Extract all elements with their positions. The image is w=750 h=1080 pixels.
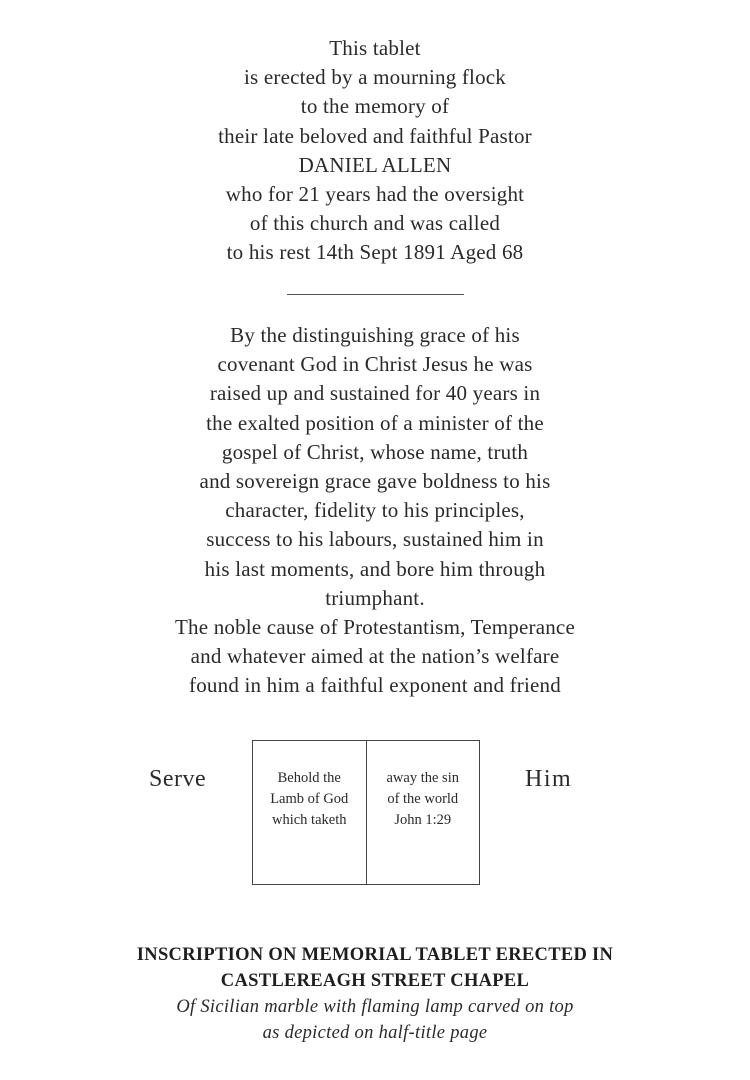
tribute-line: and sovereign grace gave boldness to his xyxy=(199,469,551,494)
tribute-line: gospel of Christ, whose name, truth xyxy=(221,439,529,464)
dedication-text xyxy=(0,34,750,268)
dedication-line: who for 21 years had the oversight xyxy=(225,182,525,207)
book-right-page xyxy=(367,741,480,884)
dedication-line: This tablet xyxy=(329,36,421,60)
tribute-line: covenant God in Christ Jesus he was xyxy=(217,352,533,377)
caption-subtitle-line: Of Sicilian marble with flaming lamp carved on top xyxy=(176,997,574,1017)
tribute-line: the exalted position of a minister of the xyxy=(206,410,544,435)
motto-right-word: Him xyxy=(525,766,573,792)
motto-left-word: Serve xyxy=(149,766,207,792)
tribute-line: The noble cause of Protestantism, Temperance xyxy=(175,615,575,640)
tribute-line: his last moments, and bore him through xyxy=(204,556,546,581)
tribute-line: character, fidelity to his principles, xyxy=(225,498,525,523)
tribute-line: and whatever aimed at the nation’s welfare xyxy=(190,644,560,669)
scripture-line: Lamb of God xyxy=(270,791,349,807)
tribute-line: By the distinguishing grace of his xyxy=(230,323,520,347)
scripture-line: of the world xyxy=(387,791,459,807)
caption-title-line: CASTLEREAGH STREET CHAPEL xyxy=(220,971,530,991)
open-book-illustration xyxy=(252,740,480,885)
tribute-line: triumphant. xyxy=(325,585,425,610)
section-divider xyxy=(287,294,464,295)
caption-title-line: INSCRIPTION ON MEMORIAL TABLET ERECTED IN xyxy=(136,945,614,965)
book-left-page xyxy=(253,741,367,884)
tribute-line: found in him a faithful exponent and friend xyxy=(189,673,561,698)
scripture-reference: John 1:29 xyxy=(394,812,452,828)
dedication-line: to his rest 14th Sept 1891 Aged 68 xyxy=(226,240,524,265)
scripture-line: which taketh xyxy=(272,812,347,828)
dedication-line: their late beloved and faithful Pastor xyxy=(218,123,532,148)
pastor-name: DANIEL ALLEN xyxy=(298,152,452,177)
dedication-line: is erected by a mourning flock xyxy=(244,65,506,90)
tribute-line: success to his labours, sustained him in xyxy=(206,527,544,552)
caption-subtitle-line: as depicted on half-title page xyxy=(262,1023,488,1043)
scripture-line: Behold the xyxy=(277,770,341,786)
tribute-text xyxy=(0,321,750,701)
scripture-line: away the sin xyxy=(386,770,459,786)
figure-caption xyxy=(0,942,750,1046)
dedication-line: to the memory of xyxy=(300,94,450,119)
dedication-line: of this church and was called xyxy=(249,211,501,236)
tribute-line: raised up and sustained for 40 years in xyxy=(209,381,541,406)
